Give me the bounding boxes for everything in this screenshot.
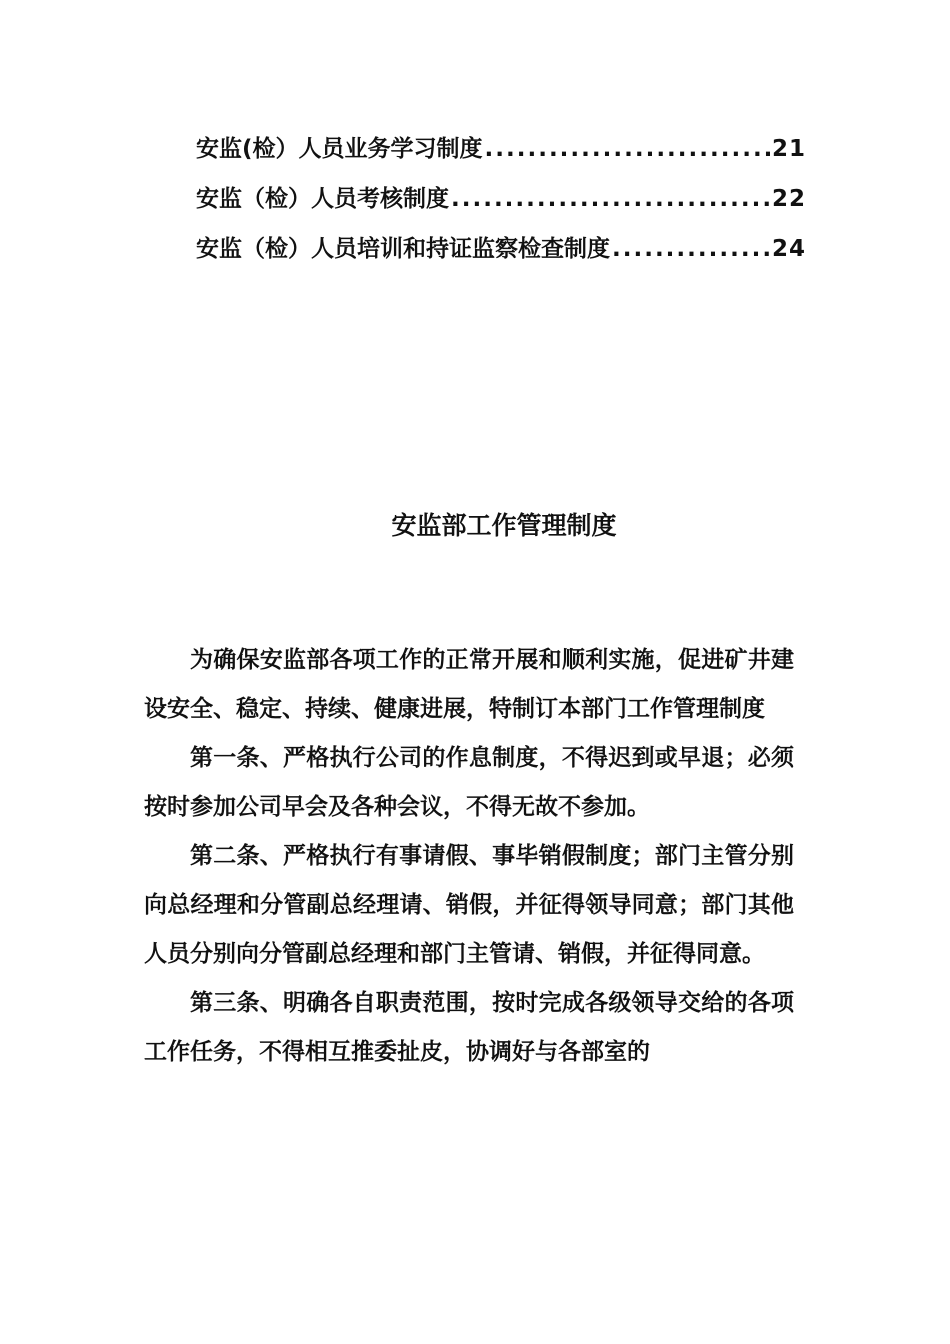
toc-entry-title: 安监(检）人员业务学习制度 [196,136,483,162]
toc-entry-title: 安监（检）人员培训和持证监察检查制度 [196,236,610,262]
toc-entry[interactable] [196,130,806,180]
table-of-contents [196,130,806,280]
paragraph-article-1: 第一条、严格执行公司的作息制度，不得迟到或早退；必须按时参加公司早会及各种会议，不得无故不参加。 [144,745,794,820]
toc-page-number: 21 [771,136,806,162]
document-title: 安监部工作管理制度 [391,511,617,540]
toc-dot-leader [612,236,770,262]
toc-entry[interactable] [196,180,806,230]
paragraph-article-2: 第二条、严格执行有事请假、事毕销假制度；部门主管分别向总经理和分管副总经理请、销假，并征得领导同意；部门其他人员分别向分管副总经理和部门主管请、销假，并征得同意。 [144,843,794,967]
toc-entry[interactable] [196,230,806,280]
paragraph-article-3: 第三条、明确各自职责范围，按时完成各级领导交给的各项工作任务，不得相互推委扯皮，协调好与各部室的 [144,990,794,1065]
toc-dot-leader [451,186,770,212]
toc-dot-leader [485,136,770,162]
toc-page-number: 24 [771,236,806,262]
toc-entry-title: 安监（检）人员考核制度 [196,186,449,212]
paragraph-intro: 为确保安监部各项工作的正常开展和顺利实施，促进矿井建设安全、稳定、持续、健康进展，特制订本部门工作管理制度 [144,647,794,722]
toc-page-number: 22 [771,186,806,212]
document-body [144,636,794,1077]
